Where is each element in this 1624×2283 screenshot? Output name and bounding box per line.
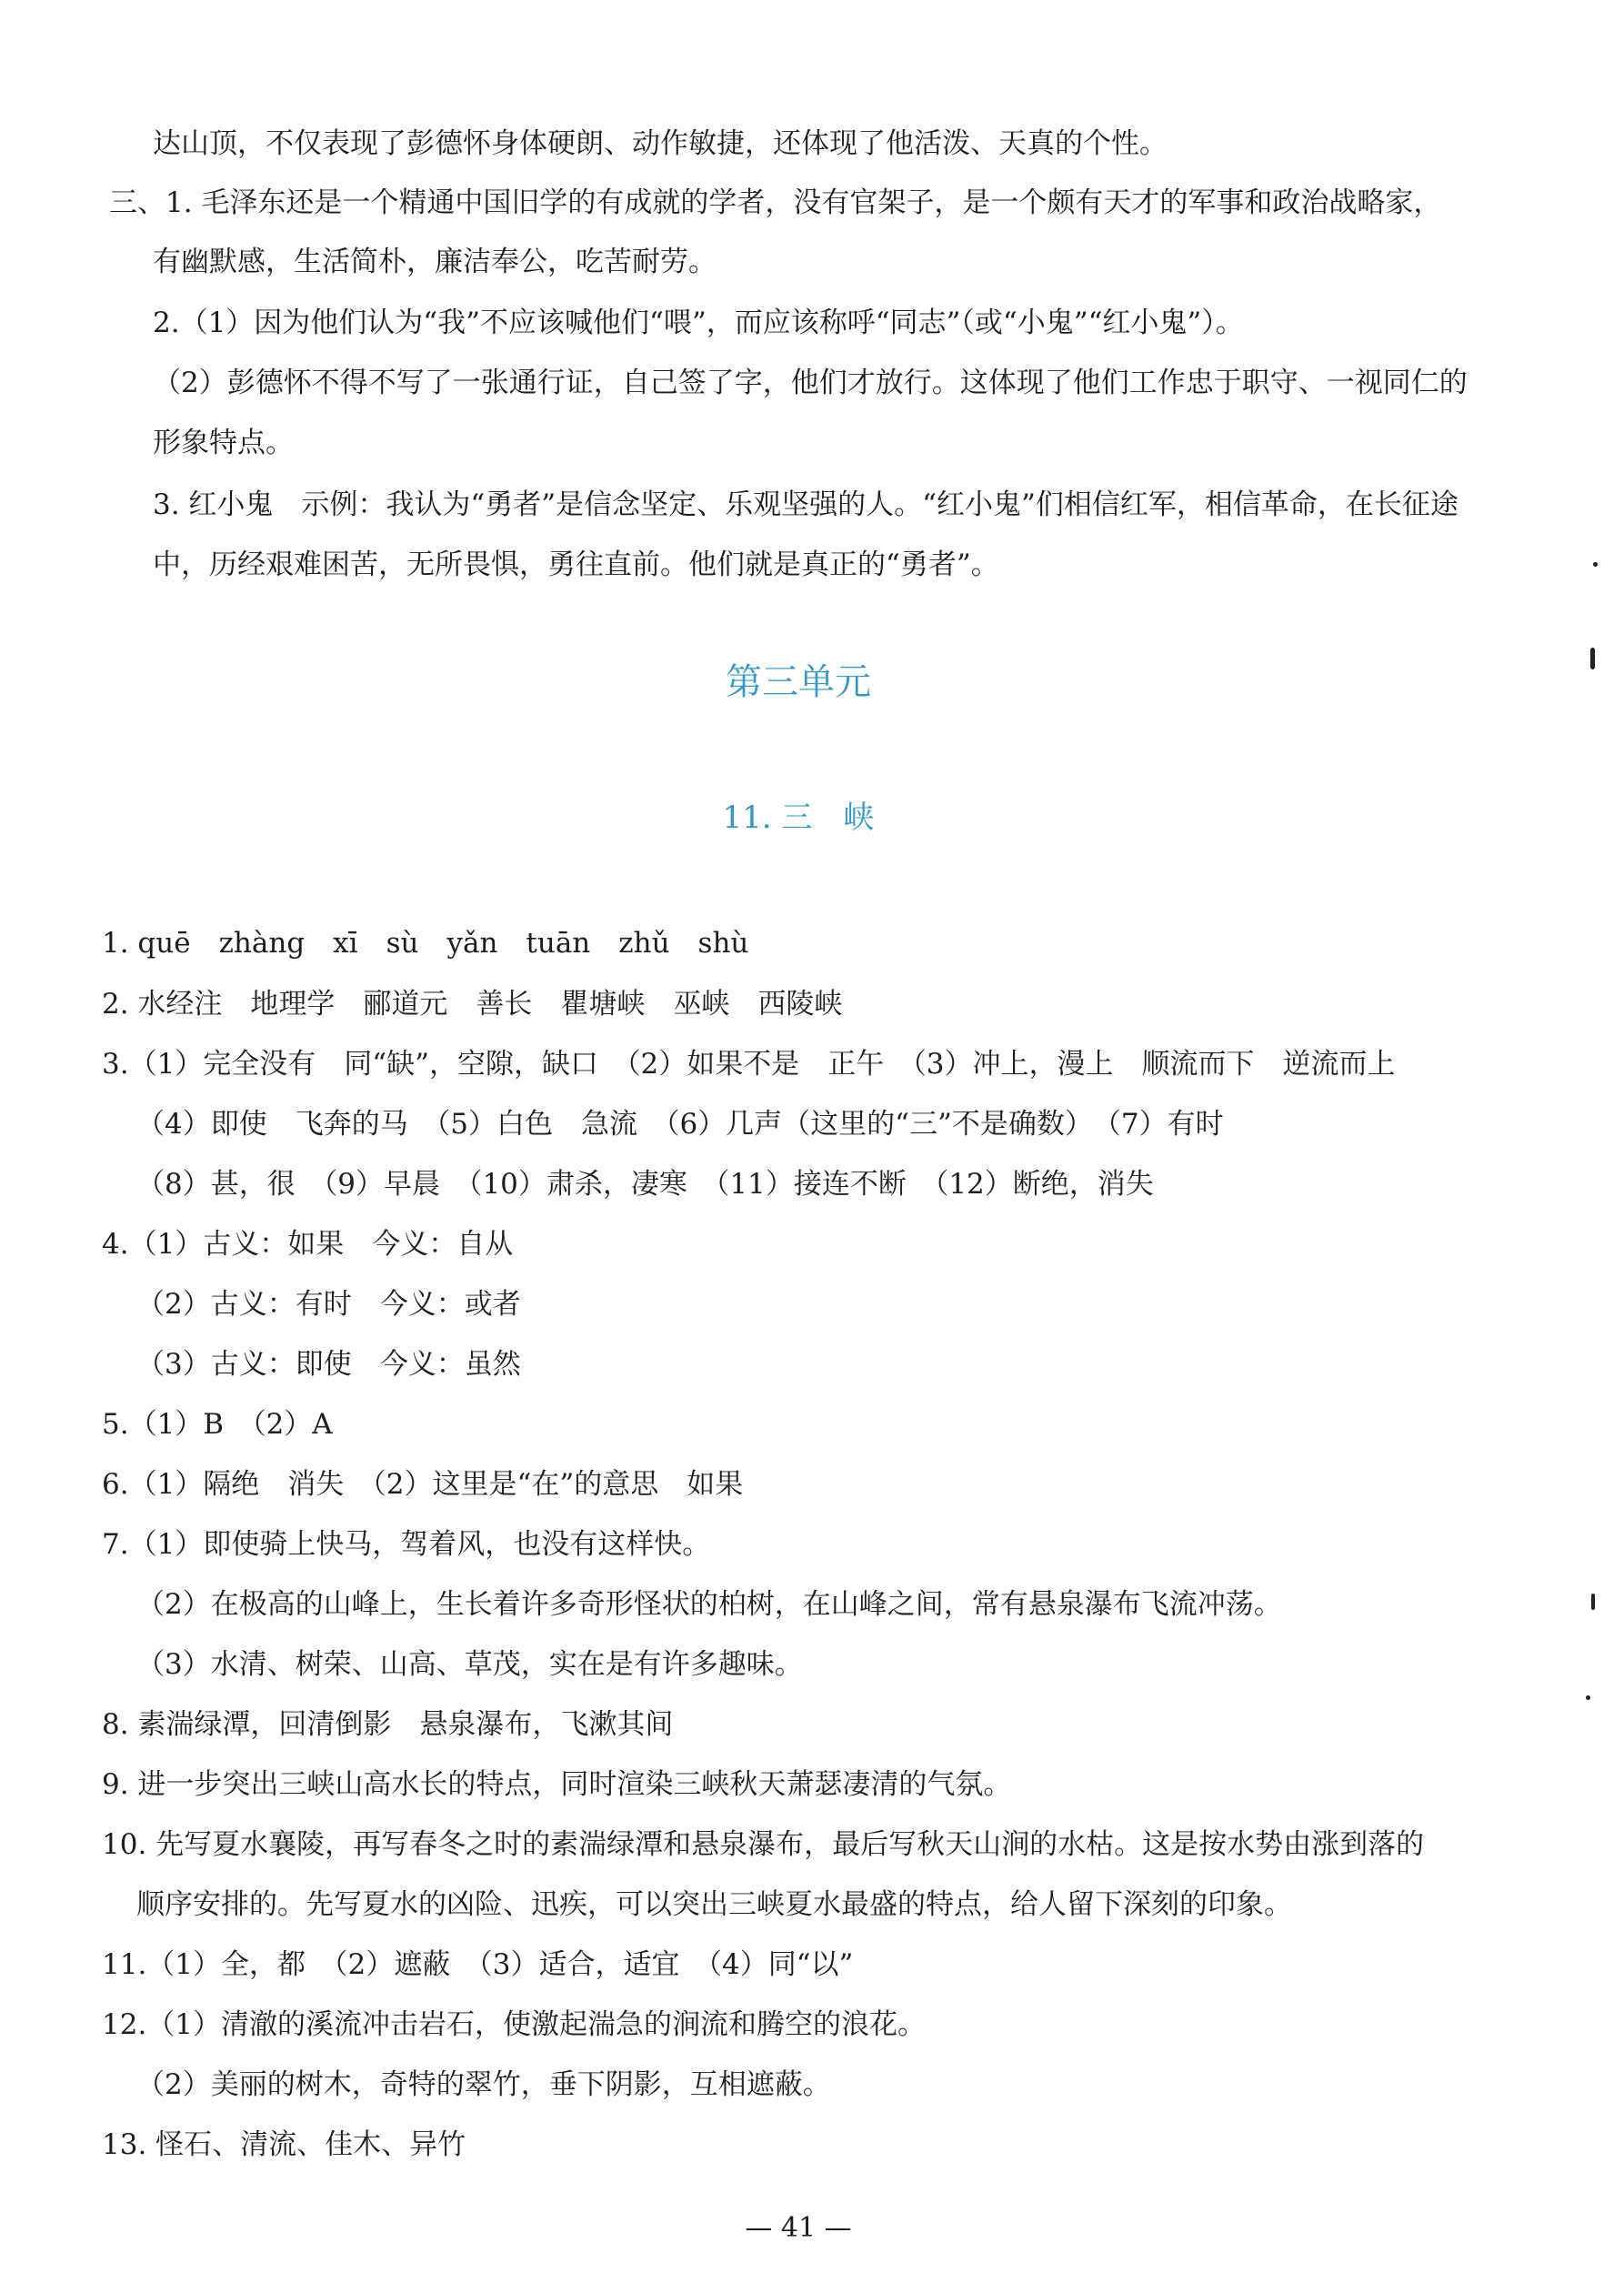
answer-line: 5.（1）B （2）A xyxy=(102,1408,333,1441)
text-line: 达山顶，不仅表现了彭德怀身体硬朗、动作敏捷，还体现了他活泼、天真的个性。 xyxy=(153,127,1168,160)
scan-speck xyxy=(1591,1594,1595,1610)
answer-line: 6.（1）隔绝 消失 （2）这里是“在”的意思 如果 xyxy=(102,1468,744,1501)
text-line: （2）彭德怀不得不写了一张通行证，自己签了字，他们才放行。这体现了他们工作忠于职守、一视同仁的 xyxy=(153,367,1468,399)
answer-line: （2）美丽的树木，奇特的翠竹，垂下阴影，互相遮蔽。 xyxy=(136,2068,831,2101)
answer-line: 13. 怪石、清流、佳木、异竹 xyxy=(102,2128,466,2161)
answer-line: 3.（1）完全没有 同“缺”，空隙，缺口 （2）如果不是 正午 （3）冲上，漫上 顺流而下 逆流而上 xyxy=(102,1048,1396,1081)
answer-line: 9. 进一步突出三峡山高水长的特点，同时渲染三峡秋天萧瑟凄清的气氛。 xyxy=(102,1768,1012,1801)
scan-speck xyxy=(1593,562,1598,567)
answer-line: （3）水清、树荣、山高、草茂，实在是有许多趣味。 xyxy=(136,1648,803,1681)
answer-line: 4.（1）古义：如果 今义：自从 xyxy=(102,1228,514,1261)
answer-line: 8. 素湍绿潭，回清倒影 悬泉瀑布，飞漱其间 xyxy=(102,1708,674,1741)
answer-line: （8）甚，很 （9）早晨 （10）肃杀，凄寒 （11）接连不断 （12）断绝，消失 xyxy=(136,1168,1154,1201)
text-line: 有幽默感，生活简朴，廉洁奉公，吃苦耐劳。 xyxy=(153,246,717,278)
answer-line: （2）在极高的山峰上，生长着许多奇形怪状的柏树，在山峰之间，常有悬泉瀑布飞流冲荡。 xyxy=(136,1588,1282,1621)
answer-line: 10. 先写夏水襄陵，再写春冬之时的素湍绿潭和悬泉瀑布，最后写秋天山涧的水枯。这是按水势由涨到落的 xyxy=(102,1828,1425,1861)
text-line: 形象特点。 xyxy=(153,427,294,459)
text-line: 2.（1）因为他们认为“我”不应该喊他们“喂”，而应该称呼“同志”（或“小鬼”“红小鬼”）。 xyxy=(153,307,1244,339)
answer-line: （3）古义：即使 今义：虽然 xyxy=(136,1348,521,1381)
lesson-title: 11. 三 峡 xyxy=(722,800,875,836)
text-line: 中，历经艰难困苦，无所畏惧，勇往直前。他们就是真正的“勇者”。 xyxy=(153,548,999,581)
scan-speck xyxy=(1590,648,1595,669)
page-number: — 41 — xyxy=(745,2212,852,2244)
text-line: 三、1. 毛泽东还是一个精通中国旧学的有成就的学者，没有官架子，是一个颇有天才的军事和政治战略家， xyxy=(109,186,1442,219)
answer-line: 7.（1）即使骑上快马，驾着风，也没有这样快。 xyxy=(102,1528,711,1561)
answer-line: 2. 水经注 地理学 郦道元 善长 瞿塘峡 巫峡 西陵峡 xyxy=(102,988,843,1021)
scan-speck xyxy=(1586,1695,1590,1700)
answer-line: 12.（1）清澈的溪流冲击岩石，使激起湍急的涧流和腾空的浪花。 xyxy=(102,2008,927,2041)
answer-line: （4）即使 飞奔的马 （5）白色 急流 （6）几声（这里的“三”不是确数） （7）有时 xyxy=(136,1108,1224,1141)
answer-line: 顺序安排的。先写夏水的凶险、迅疾，可以突出三峡夏水最盛的特点，给人留下深刻的印象。 xyxy=(136,1888,1292,1921)
answer-line: （2）古义：有时 今义：或者 xyxy=(136,1288,521,1321)
answer-line: 1. quē zhàng xī sù yǎn tuān zhǔ shù xyxy=(102,927,749,960)
unit-title: 第三单元 xyxy=(726,661,871,703)
answer-line: 11.（1）全，都 （2）遮蔽 （3）适合，适宜 （4）同“以” xyxy=(102,1948,854,1981)
text-line: 3. 红小鬼 示例：我认为“勇者”是信念坚定、乐观坚强的人。“红小鬼”们相信红军，相信革命，在长征途 xyxy=(153,488,1459,521)
